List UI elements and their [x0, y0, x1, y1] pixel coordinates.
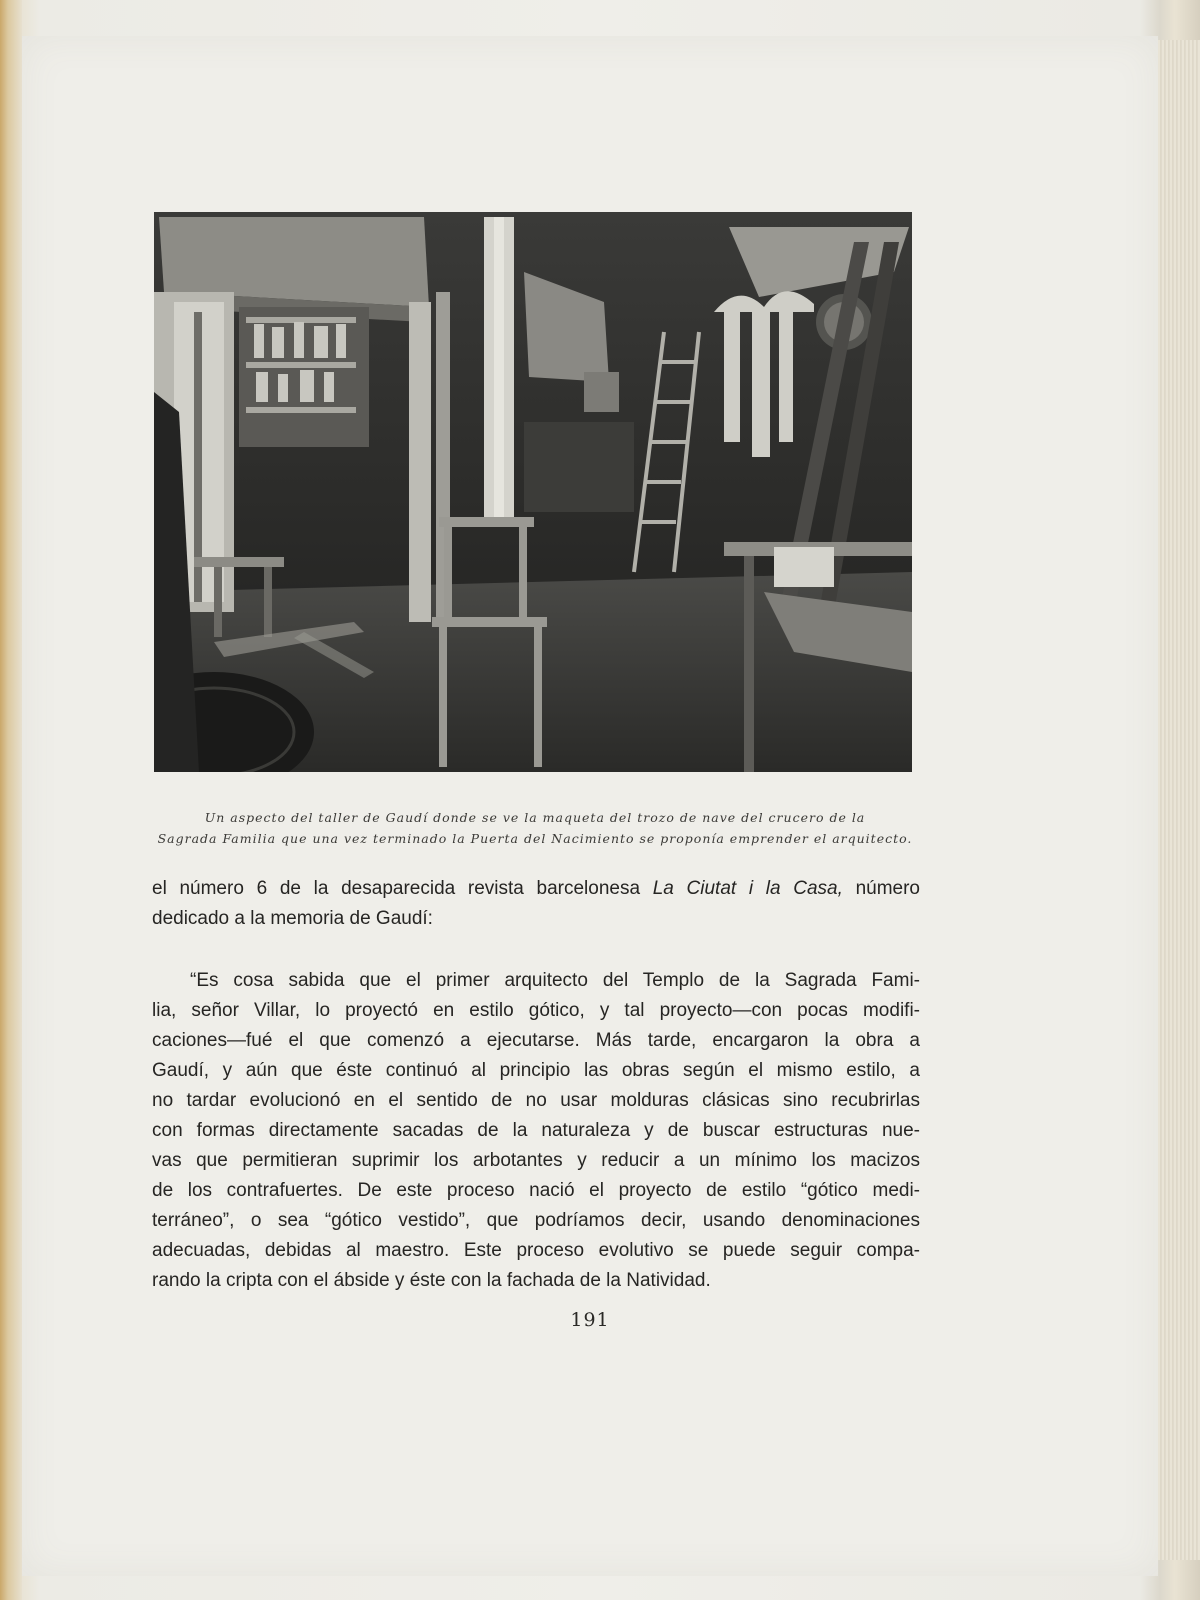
left-page-edge — [0, 0, 22, 1600]
quote-line: “Es cosa sabida que el primer arquitecto del Templo de la Sagrada Fami- — [190, 970, 920, 991]
quote-line: vas que permitieran suprimir los arbotantes y reducir a un mínimo los macizos — [152, 1150, 920, 1171]
intro-text-before: el número 6 de la desaparecida revista barcelonesa — [152, 878, 653, 899]
workshop-photograph — [154, 212, 912, 772]
workshop-photo-illustration — [154, 212, 912, 772]
book-page — [22, 36, 1158, 1576]
caption-line-1: Un aspecto del taller de Gaudí donde se ve la maqueta del trozo de nave del crucero de la — [204, 810, 866, 825]
quote-line: Gaudí, y aún que éste continuó al principio las obras según el mismo estilo, a — [152, 1060, 920, 1081]
quote-line: caciones—fué el que comenzó a ejecutarse. Más tarde, encargaron la obra a — [152, 1030, 920, 1051]
quote-line: lia, señor Villar, lo proyectó en estilo gótico, y tal proyecto—con pocas modifi- — [152, 1000, 920, 1021]
intro-line-2: dedicado a la memoria de Gaudí: — [152, 908, 433, 929]
photo-caption — [154, 807, 916, 849]
quote-line: con formas directamente sacadas de la naturaleza y de buscar estructuras nue- — [152, 1120, 920, 1141]
caption-line-2: Sagrada Familia que una vez terminado la Puerta del Nacimiento se proponía emprender el arquitecto. — [157, 831, 913, 846]
quote-line: adecuadas, debidas al maestro. Este proceso evolutivo se puede seguir compa- — [152, 1240, 920, 1261]
journal-title: La Ciutat i la Casa, — [652, 878, 843, 899]
intro-line-1 — [152, 874, 920, 904]
page-stack — [1157, 40, 1200, 1560]
quote-line: terráneo”, o sea “gótico vestido”, que podríamos decir, usando denominaciones — [152, 1210, 920, 1231]
quote-line: de los contrafuertes. De este proceso nació el proyecto de estilo “gótico medi- — [152, 1180, 920, 1201]
quote-line: no tardar evolucionó en el sentido de no usar molduras clásicas sino recubrirlas — [152, 1090, 920, 1111]
quotation-paragraph — [152, 966, 920, 1296]
quote-line: rando la cripta con el ábside y éste con la fachada de la Natividad. — [152, 1270, 711, 1291]
page-number: 191 — [570, 1309, 610, 1331]
intro-text-after: número — [842, 878, 920, 899]
intro-paragraph — [152, 874, 920, 934]
